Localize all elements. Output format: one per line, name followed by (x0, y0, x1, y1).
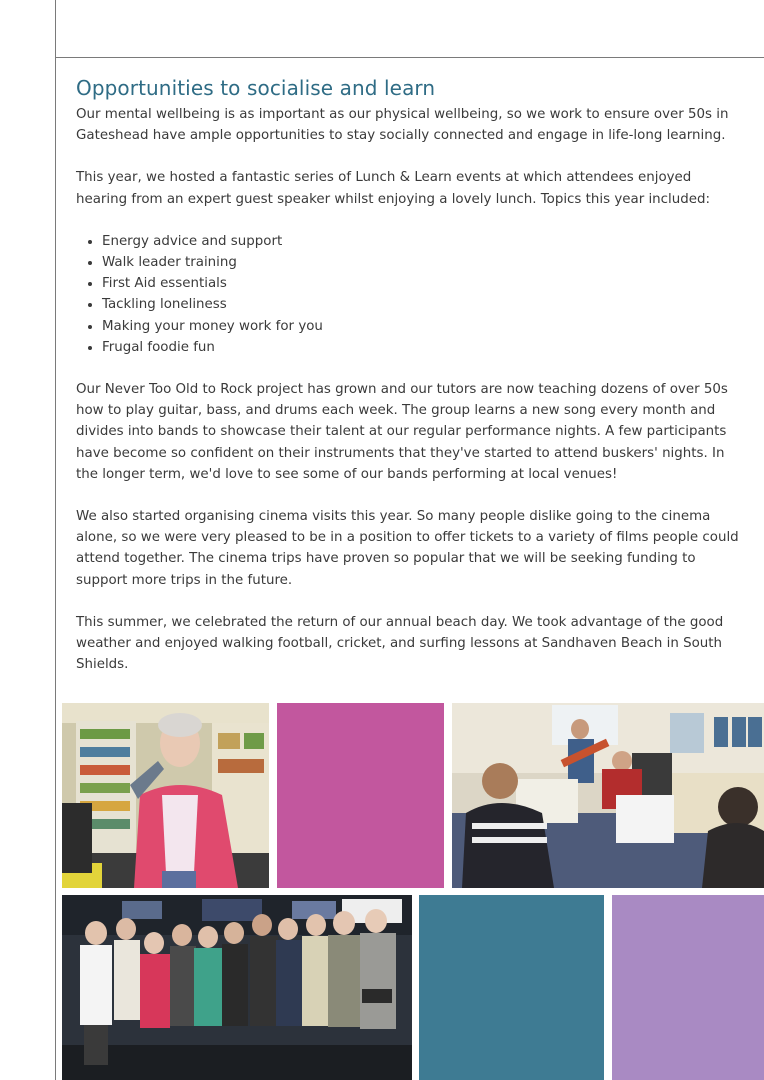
top-divider (55, 57, 764, 58)
band-photo-illustration (452, 703, 764, 888)
topics-list (76, 231, 746, 358)
pink-colour-block (277, 703, 444, 888)
list-item: • First Aid essentials (102, 273, 746, 294)
cinema-group-photo-illustration (62, 895, 412, 1080)
rock-project-paragraph: Our Never Too Old to Rock project has grown and our tutors are now teaching dozens of over 50s how to play guitar, bass, and drums each week. The group learns a new song every month and divides into bands to showcase their talent at our regular performance nights. A few participants have become so confident on their instruments that they've started to attend buskers' nights. In the longer term, we'd love to see some of our bands performing at local venues! (76, 382, 728, 482)
band-photo (452, 703, 764, 888)
beach-paragraph: This summer, we celebrated the return of our annual beach day. We took advantage of the good weather and enjoyed walking football, cricket, and surfing lessons at Sandhaven Beach in South Shields. (76, 614, 724, 673)
cinema-group-photo (62, 895, 412, 1080)
lunch-learn-paragraph: This year, we hosted a fantastic series of Lunch & Learn events at which attendees enjoyed hearing from an expert guest speaker whilst enjoying a lovely lunch. Topics this year included: (76, 170, 710, 207)
list-item: • Energy advice and support (102, 231, 746, 252)
list-item: • Making your money work for you (102, 316, 746, 337)
article-content (76, 76, 746, 696)
cinema-paragraph: We also started organising cinema visits this year. So many people dislike going to the cinema alone, so we were very pleased to be in a position to offer tickets to a variety of films people could attend together. The cinema trips have proven so popular that we will be seeking funding to support more trips in the future. (76, 509, 739, 588)
lilac-colour-block (612, 895, 764, 1080)
intro-paragraph: Our mental wellbeing is as important as our physical wellbeing, so we work to ensure over 50s in Gateshead have ample opportunities to stay socially connected and engage in life-long learning. (76, 107, 729, 144)
left-divider (55, 0, 56, 1080)
list-item: • Frugal foodie fun (102, 337, 746, 358)
section-heading: Opportunities to socialise and learn (76, 76, 436, 100)
list-item: • Tackling loneliness (102, 294, 746, 315)
shop-photo-illustration (62, 703, 269, 888)
shop-photo (62, 703, 269, 888)
teal-colour-block (419, 895, 604, 1080)
list-item: • Walk leader training (102, 252, 746, 273)
